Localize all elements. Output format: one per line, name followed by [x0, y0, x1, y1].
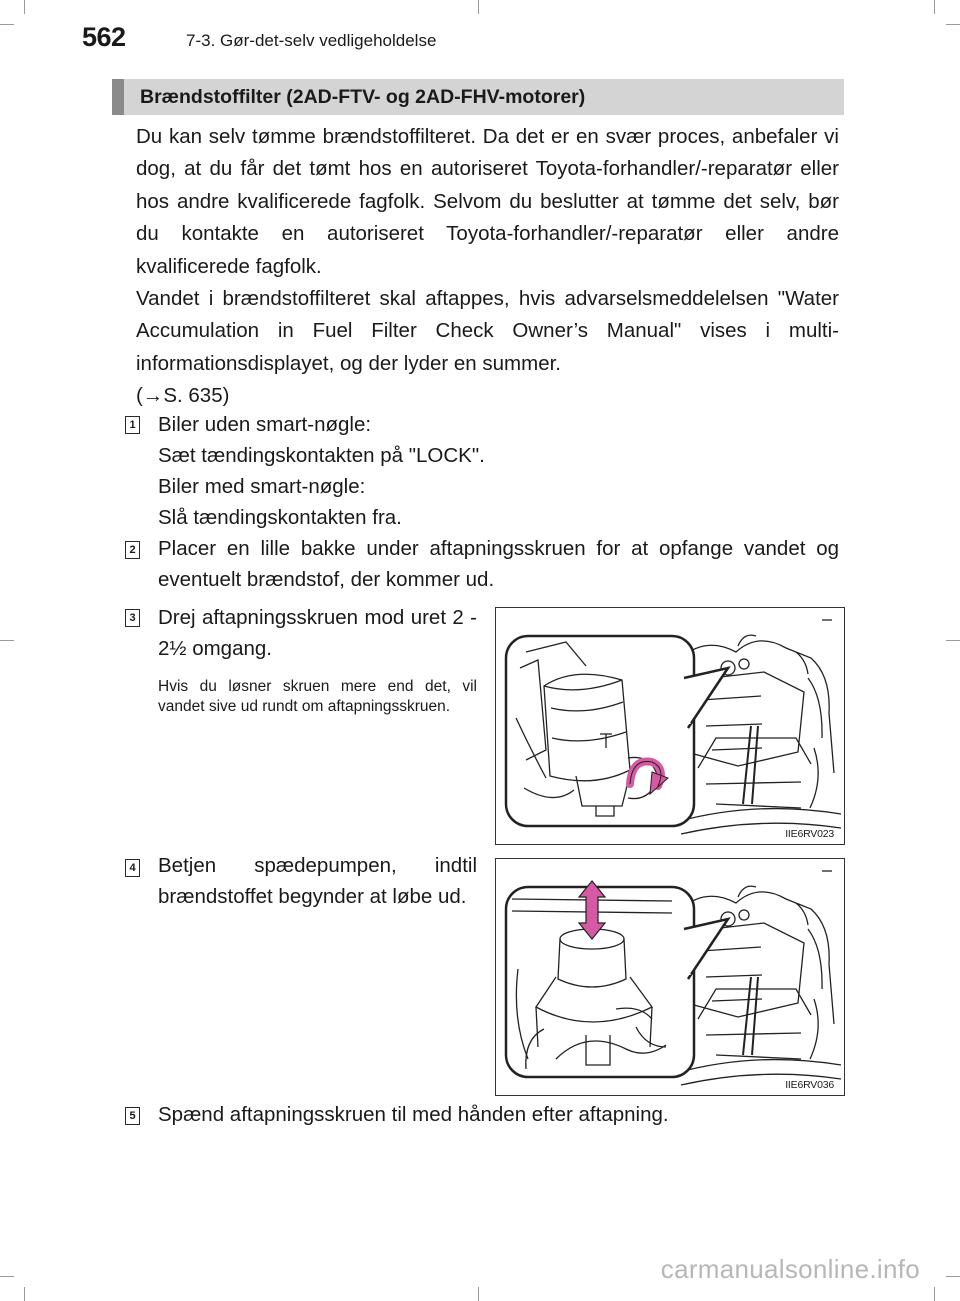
step-paragraph: Spænd aftapningsskruen til med hånden efter aftapning. [158, 1103, 669, 1126]
step-paragraph: Drej aftapningsskruen mod uret 2 - 2½ omgang. [158, 606, 477, 660]
chapter-title: 7-3. Gør-det-selv vedligeholdelse [186, 31, 437, 50]
figure-priming-pump [495, 858, 845, 1096]
intro-text [136, 121, 839, 413]
step-4-text [158, 850, 477, 912]
step-number: 1 [125, 416, 140, 434]
step-note: Hvis du løsner skruen mere end det, vil vandet sive ud rundt om aftapningsskruen. [158, 678, 477, 715]
crop-mark [478, 0, 479, 14]
step-5-text [158, 1099, 839, 1130]
engine-bay-illustration [496, 859, 845, 1096]
step-2-text [158, 533, 839, 595]
section-title: Brændstoffilter (2AD-FTV- og 2AD-FHV-motorer) [140, 86, 586, 108]
step-line: Slå tændingskontakten fra. [158, 506, 402, 529]
page-number: 562 [82, 22, 126, 52]
step-3-text [158, 602, 477, 717]
step-number: 5 [125, 1107, 140, 1125]
step-number: 3 [125, 609, 140, 627]
figure-drain-screw [495, 607, 845, 845]
crop-mark [24, 0, 25, 14]
crop-mark [934, 0, 935, 14]
step-line: Sæt tændingskontakten på "LOCK". [158, 444, 485, 467]
crop-mark [478, 1287, 479, 1301]
step-line: Biler med smart-nøgle: [158, 475, 366, 498]
crop-mark [0, 24, 14, 25]
crop-mark [934, 1287, 935, 1301]
crop-mark [0, 1276, 14, 1277]
step-line: Biler uden smart-nøgle: [158, 413, 372, 436]
crop-mark [946, 640, 960, 641]
engine-bay-illustration [496, 608, 845, 845]
page-reference[interactable]: (→S. 635) [136, 384, 230, 408]
intro-paragraph: Vandet i brændstoffilteret skal aftappes, hvis advarselsmeddelelsen "Water Accumulation in Fuel Filter Check Owner’s Manual" vises i multi-informationsdisplayet, og der lyder en summer. [136, 287, 839, 375]
figure-code: IIE6RV036 [785, 1079, 834, 1091]
crop-mark [0, 640, 14, 641]
step-paragraph: Placer en lille bakke under aftapningsskruen for at opfange vandet og eventuelt brændstof, der kommer ud. [158, 537, 839, 591]
step-number: 2 [125, 541, 140, 559]
intro-paragraph: Du kan selv tømme brændstoffilteret. Da det er en svær proces, anbefaler vi dog, at du får det tømt hos en autoriseret Toyota-forhandler/-reparatør eller hos andre kvalificerede fagfolk. Selvom du beslutter at tømme det selv, bør du kontakte en autoriseret Toyota-forhandler/-reparatør eller andre kvalificerede fagfolk. [136, 125, 839, 278]
step-number: 4 [125, 859, 140, 877]
step-1-text [158, 409, 758, 533]
crop-mark [946, 1276, 960, 1277]
crop-mark [946, 24, 960, 25]
crop-mark [24, 1287, 25, 1301]
section-heading [112, 79, 844, 115]
watermark: carmanualsonline.info [660, 1254, 920, 1284]
step-paragraph: Betjen spædepumpen, indtil brændstoffet begynder at løbe ud. [158, 854, 477, 908]
figure-code: IIE6RV023 [785, 828, 834, 840]
